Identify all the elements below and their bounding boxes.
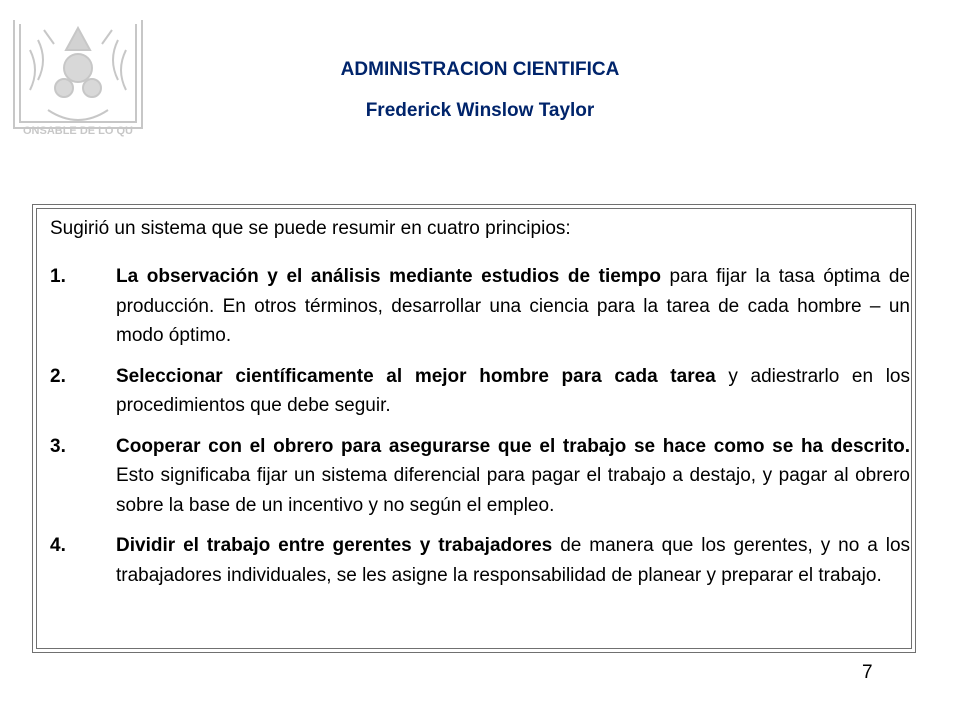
list-item-emphasis: Dividir el trabajo entre gerentes y trabajadores: [116, 535, 553, 556]
page-number: 7: [862, 662, 873, 683]
institutional-seal-watermark-icon: [8, 10, 148, 138]
list-item: [50, 362, 910, 421]
list-item-body: Esto significaba fijar un sistema diferencial para pagar el trabajo a destajo, y pagar al obrero sobre la base de un incentivo y no según el empleo.: [116, 465, 910, 516]
list-item-body: de manera que los gerentes, y no a los trabajadores individuales, se les asigne la responsabilidad de planear y preparar el trabajo.: [116, 535, 911, 586]
principles-list: [50, 262, 910, 601]
list-item-number: 4.: [50, 535, 66, 556]
slide-subtitle: Frederick Winslow Taylor: [365, 100, 595, 121]
list-item-emphasis: La observación y el análisis mediante estudios de tiempo: [116, 266, 661, 287]
list-item: [50, 531, 910, 590]
list-item-text: [116, 432, 910, 521]
list-item: [50, 262, 910, 351]
list-item-text: [116, 362, 910, 421]
slide-heading: [175, 58, 785, 123]
svg-text:ONSABLE DE LO QU: ONSABLE DE LO QU: [22, 125, 134, 137]
list-item-text: [116, 262, 910, 351]
slide-title: ADMINISTRACION CIENTIFICA: [340, 59, 620, 80]
list-item-body: para fijar la tasa óptima de producción. En otros términos, desarrollar una ciencia para la tarea de cada hombre – un modo óptimo.: [116, 266, 910, 346]
list-item-number: 1.: [50, 266, 66, 287]
list-item-body: y adiestrarlo en los procedimientos que debe seguir.: [116, 365, 910, 416]
list-item: [50, 432, 910, 521]
intro-text: Sugirió un sistema que se puede resumir en cuatro principios:: [50, 218, 571, 239]
list-item-emphasis: Seleccionar científicamente al mejor hombre para cada tarea: [116, 365, 716, 387]
list-item-number: 2.: [50, 365, 66, 387]
list-item-emphasis: Cooperar con el obrero para asegurarse que el trabajo se hace como se ha descrito.: [116, 435, 910, 457]
list-item-text: [116, 531, 910, 590]
list-item-number: 3.: [50, 435, 66, 457]
